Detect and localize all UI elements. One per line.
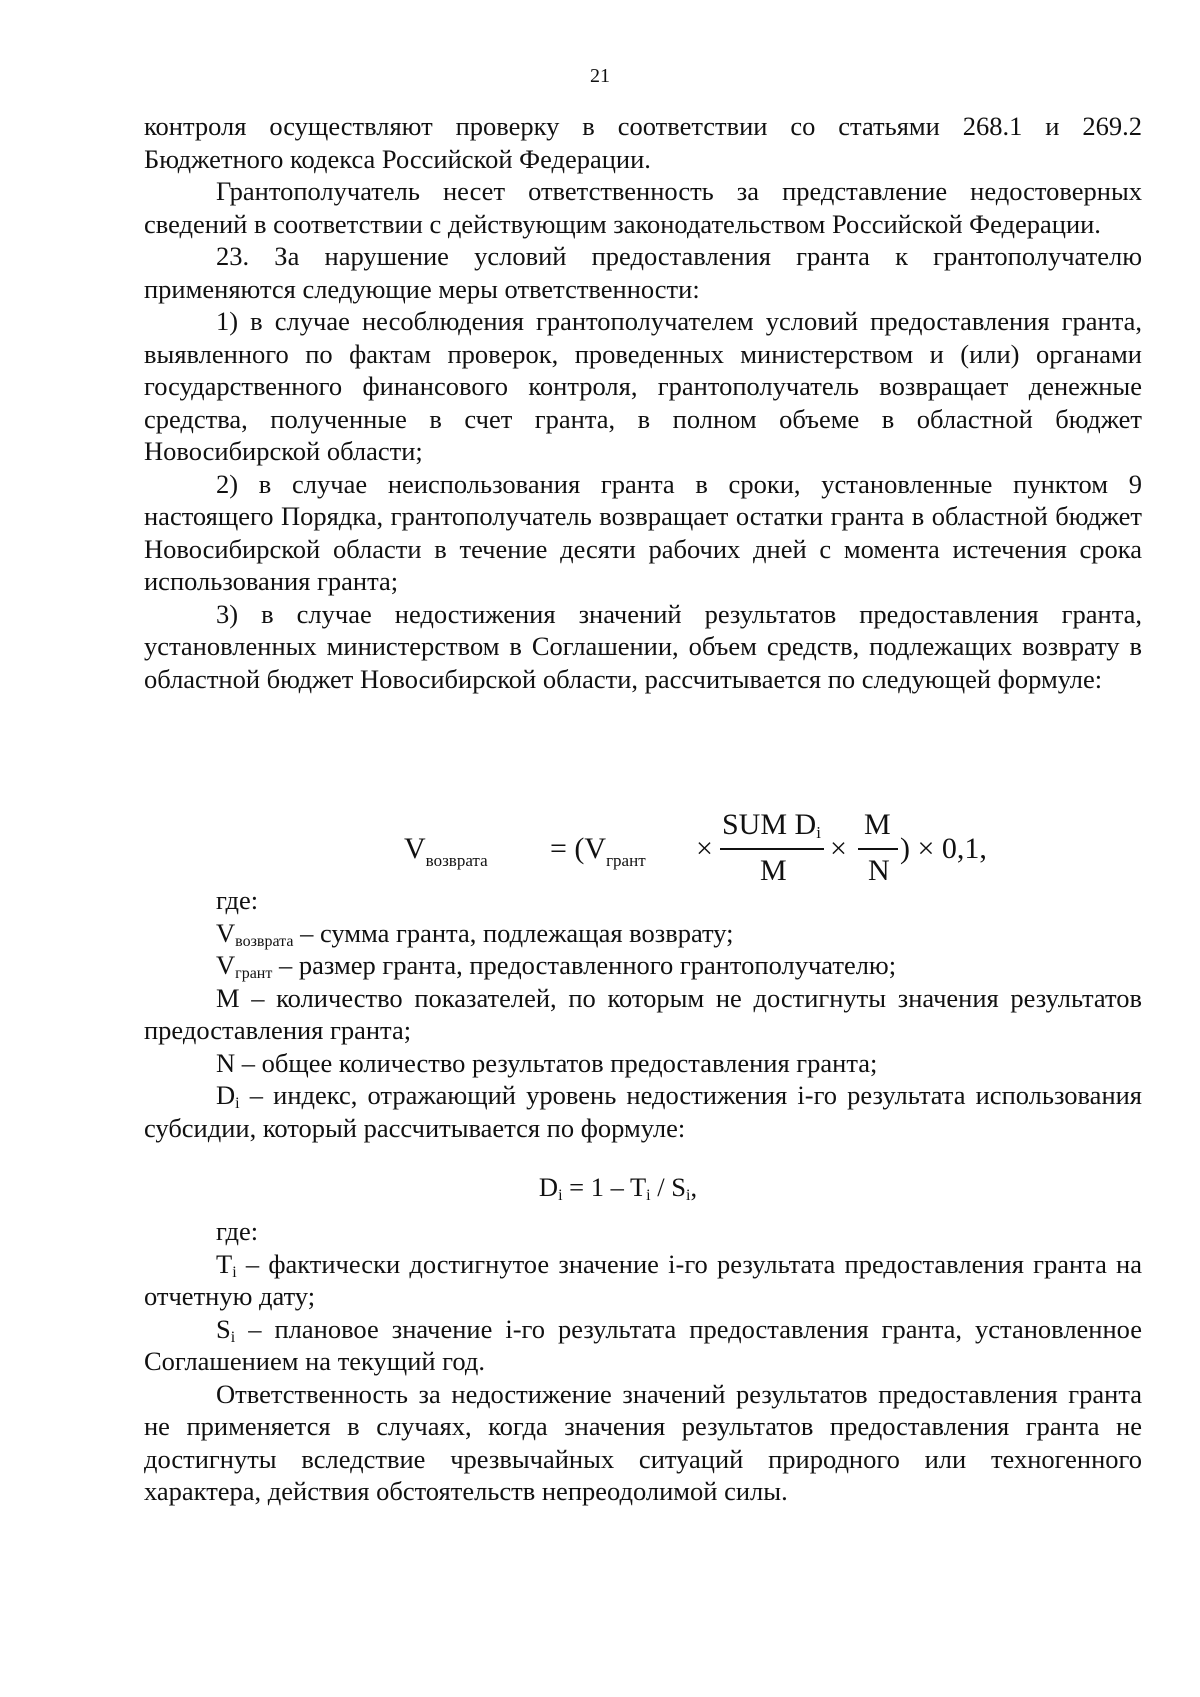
- formula-denominator-2: N: [868, 854, 890, 887]
- where-label-1: где:: [216, 885, 259, 915]
- formula-times-2: ×: [830, 832, 847, 865]
- formula-equals-paren: = ($V_{грант}$: [550, 832, 646, 870]
- legend-s: $S_i$ – плановое значение i-го результата предоставления гранта, установленное Соглашением на текущий год.: [144, 1313, 1142, 1376]
- responsibility-paragraph: Грантополучатель несет ответственность за представление недостоверных сведений в соответствии с действующим законодательством Российской Федерации.: [144, 176, 1142, 239]
- section-23-item-2: 2) в случае неиспользования гранта в сроки, установленные пунктом 9 настоящего Порядка, грантополучатель возвращает остатки гранта в областной бюджет Новосибирской области в течение десяти рабочих дней с момента истечения срока использования гранта;: [144, 468, 1142, 596]
- legend-m: M – количество показателей, по которым не достигнуты значения результатов предоставления гранта;: [144, 982, 1142, 1045]
- legend-t: $T_i$ – фактически достигнутое значение i-го результата предоставления гранта на отчетную дату;: [144, 1248, 1142, 1311]
- formula-lhs: $V_{возврата}$: [404, 832, 488, 870]
- formula-denominator-1: M: [760, 854, 787, 887]
- closing-paragraph: Ответственность за недостижение значений результатов предоставления гранта не применяется в случаях, когда значения результатов предоставления гранта не достигнуты вследствие чрезвычайных ситуаций природного или техногенного характера, действия обстоятельств непреодолимой силы.: [144, 1378, 1142, 1506]
- formula-numerator-1: SUM $D_i$: [722, 808, 821, 842]
- legend-v-return: $V_{возврата}$ – сумма гранта, подлежащая возврату;: [216, 917, 734, 950]
- index-formula-expression: $D_i = 1 - T_i / S_i$,: [538, 1172, 698, 1204]
- body-text-legend-1: [144, 884, 1142, 1144]
- formula-times-1: ×: [696, 832, 713, 865]
- legend-d: $D_i$ – индекс, отражающий уровень недостижения i-го результата использования субсидии, который рассчитывается по формуле:: [144, 1080, 1142, 1143]
- legend-v-grant: $V_{грант}$ – размер гранта, предоставленного грантополучателю;: [216, 950, 897, 982]
- legend-n: N – общее количество результатов предоставления гранта;: [216, 1047, 878, 1078]
- intro-line-2: Бюджетного кодекса Российской Федерации.: [144, 143, 651, 174]
- formula-numerator-2: M: [864, 808, 891, 841]
- index-formula: [0, 1171, 1200, 1203]
- fraction-line-1: [720, 848, 824, 850]
- intro-line-1: контроля осуществляют проверку в соответствии со статьями 268.1 и 269.2: [144, 111, 1142, 141]
- where-label-2: где:: [216, 1216, 259, 1246]
- body-text-top: [144, 110, 1142, 695]
- formula-tail: ) × 0,1,: [900, 832, 987, 865]
- body-text-legend-2: [144, 1215, 1142, 1508]
- section-23-item-1: 1) в случае несоблюдения грантополучателем условий предоставления гранта, выявленного по фактам проверок, проведенных министерством и (или) органами государственного финансового контроля, грантополучатель возвращает денежные средства, полученные в счет гранта, в полном объеме в областной бюджет Новосибирской области;: [144, 306, 1142, 466]
- fraction-line-2: [858, 848, 898, 850]
- page-number: 21: [590, 65, 610, 87]
- section-23-heading: 23. За нарушение условий предоставления гранта к грантополучателю применяются следующие меры ответственности:: [144, 241, 1142, 304]
- section-23-item-3: 3) в случае недостижения значений результатов предоставления гранта, установленных министерством в Соглашении, объем средств, подлежащих возврату в областной бюджет Новосибирской области, рассчитывается по следующей формуле:: [144, 598, 1142, 694]
